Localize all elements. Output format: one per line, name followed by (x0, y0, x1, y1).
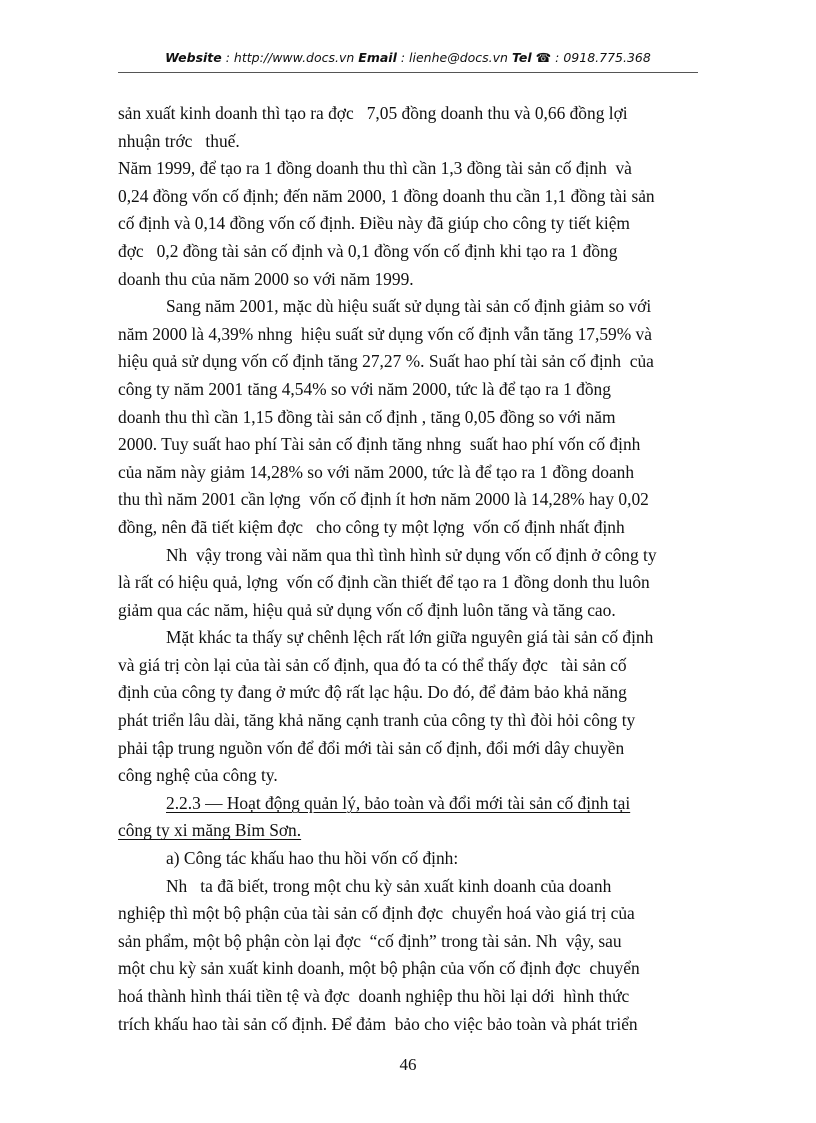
section-heading (118, 790, 698, 818)
subsection-title: a) Công tác khấu hao thu hồi vốn cố định: (166, 848, 459, 869)
text-line: hoá thành hình thái tiền tệ và đợc doanh nghiệp thu hồi lại dới hình thức (118, 986, 630, 1006)
text-line: đợc 0,2 đồng tài sản cố định và 0,1 đồng vốn cố định khi tạo ra 1 đồng (118, 240, 618, 261)
page-number: 46 (399, 1055, 417, 1074)
email-label: Email (358, 50, 397, 65)
text-line: sản xuất kinh doanh thì tạo ra đợc 7,05 đồng doanh thu và 0,66 đồng lợi (118, 103, 628, 123)
text-line: doanh thu thì cần 1,15 đồng tài sản cố định , tăng 0,05 đồng so với năm (118, 406, 616, 427)
website-label: Website (165, 50, 222, 65)
text-line: công nghệ của công ty. (118, 765, 278, 786)
header-divider (118, 72, 698, 73)
email-value: : lienhe@docs.vn (396, 50, 512, 65)
text-line: doanh thu của năm 2000 so với năm 1999. (118, 268, 414, 289)
text-line: nhuận trớc thuế. (118, 130, 240, 151)
text-line: một chu kỳ sản xuất kinh doanh, một bộ phận của vốn cố định đợc chuyển (118, 958, 640, 979)
text-line: là rất có hiệu quả, lợng vốn cố định cần thiết để tạo ra 1 đồng donh thu luôn (118, 572, 650, 593)
text-line: cố định và 0,14 đồng vốn cố định. Điều này đã giúp cho công ty tiết kiệm (118, 213, 630, 234)
section-heading-line: 2.2.3 — Hoạt động quản lý, bảo toàn và đổi mới tài sản cố định tại (166, 792, 631, 813)
text-line: năm 2000 là 4,39% nhng hiệu suất sử dụng vốn cố định vẫn tăng 17,59% và (118, 323, 652, 344)
website-value: : http://www.docs.vn (221, 50, 359, 65)
text-line: của năm này giảm 14,28% so với năm 2000, tức là để tạo ra 1 đồng doanh (118, 461, 635, 482)
text-line: trích khấu hao tài sản cố định. Để đảm bảo cho việc bảo toàn và phát triển (118, 1013, 638, 1034)
phone-icon: ☎ (535, 50, 552, 65)
body-text (118, 100, 698, 1038)
text-line: Nh vậy trong vài năm qua thì tình hình sử dụng vốn cố định ở công ty (166, 544, 657, 565)
text-line: nghiệp thì một bộ phận của tài sản cố định đợc chuyển hoá vào giá trị của (118, 903, 635, 924)
text-line: giảm qua các năm, hiệu quả sử dụng vốn cố định luôn tăng và tăng cao. (118, 599, 616, 620)
text-line: phát triển lâu dài, tăng khả năng cạnh tranh của công ty thì đòi hỏi công ty (118, 710, 636, 731)
page-header (118, 50, 698, 65)
text-line: Mặt khác ta thấy sự chênh lệch rất lớn giữa nguyên giá tài sản cố định (166, 627, 654, 648)
tel-value: : 0918.775.368 (551, 50, 651, 65)
text-line: 0,24 đồng vốn cố định; đến năm 2000, 1 đồng doanh thu cần 1,1 đồng tài sản (118, 185, 655, 206)
tel-label: Tel (511, 50, 532, 65)
text-line: hiệu quả sử dụng vốn cố định tăng 27,27 %. Suất hao phí tài sản cố định của (118, 351, 654, 372)
text-line: công ty năm 2001 tăng 4,54% so với năm 2000, tức là để tạo ra 1 đồng (118, 378, 611, 399)
text-line: 2000. Tuy suất hao phí Tài sản cố định tăng nhng suất hao phí vốn cố định (118, 434, 641, 455)
section-heading (118, 817, 698, 845)
text-line: phải tập trung nguồn vốn để đổi mới tài sản cố định, đổi mới dây chuyền (118, 737, 625, 758)
section-heading-line: công ty xi măng Bỉm Sơn. (118, 820, 302, 841)
text-line: định của công ty đang ở mức độ rất lạc hậu. Do đó, để đảm bảo khả năng (118, 682, 627, 703)
text-line: đồng, nên đã tiết kiệm đợc cho công ty một lợng vốn cố định nhất định (118, 516, 625, 537)
text-line: và giá trị còn lại của tài sản cố định, qua đó ta có thể thấy đợc tài sản cố (118, 654, 627, 675)
text-line: Nh ta đã biết, trong một chu kỳ sản xuất kinh doanh của doanh (166, 875, 612, 896)
text-line: thu thì năm 2001 cần lợng vốn cố định ít hơn năm 2000 là 14,28% hay 0,02 (118, 489, 649, 510)
text-line: sản phẩm, một bộ phận còn lại đợc “cố định” trong tài sản. Nh vậy, sau (118, 930, 622, 951)
text-line: Sang năm 2001, mặc dù hiệu suất sử dụng tài sản cố định giảm so với (166, 296, 652, 317)
text-line: Năm 1999, để tạo ra 1 đồng doanh thu thì cần 1,3 đồng tài sản cố định và (118, 158, 632, 179)
